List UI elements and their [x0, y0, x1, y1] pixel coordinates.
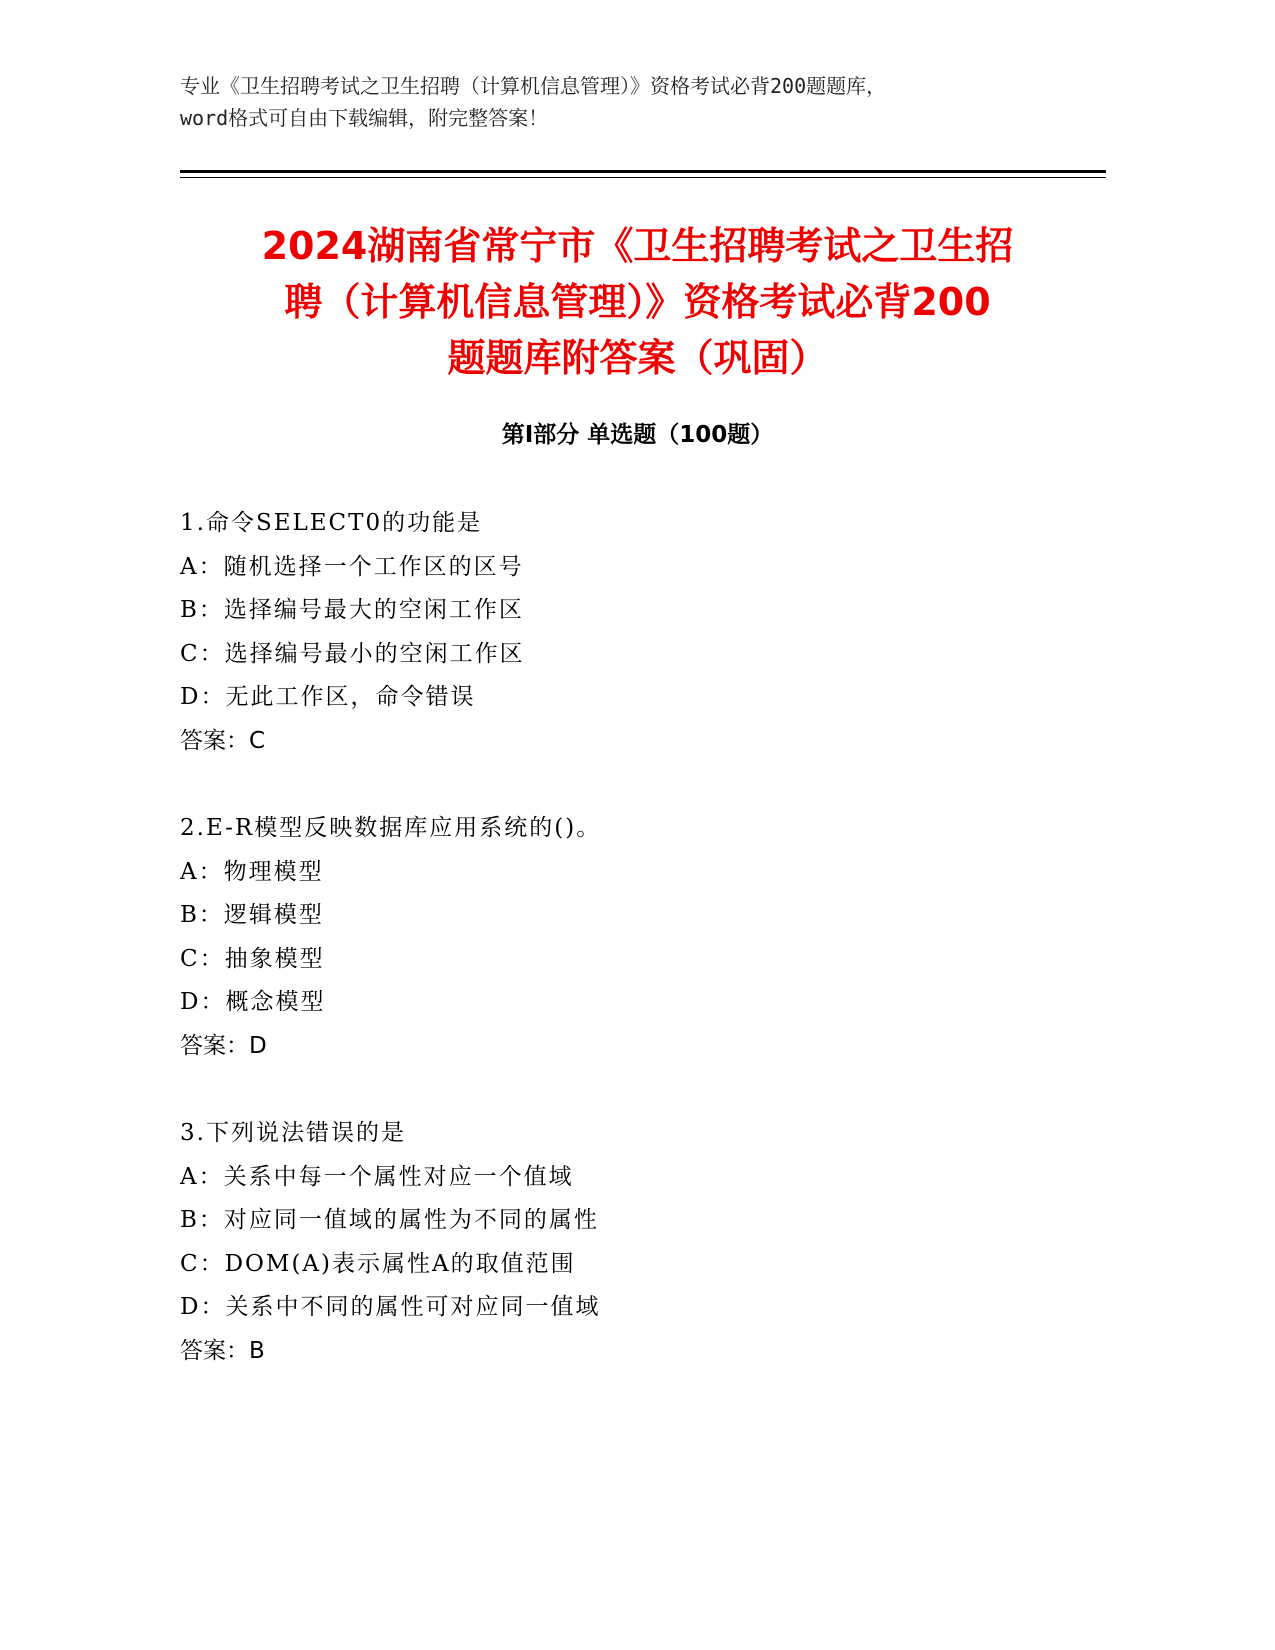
section-title: 第Ⅰ部分 单选题（100题） [501, 422, 774, 448]
header-note-line-2: word格式可自由下载编辑，附完整答案！ [180, 106, 549, 130]
question-list [180, 502, 1080, 1417]
option-d: D：关系中不同的属性可对应同一值域 [180, 1294, 601, 1320]
header-divider-thick [180, 170, 1106, 173]
option-a: A：随机选择一个工作区的区号 [180, 553, 524, 580]
option-d: D：无此工作区，命令错误 [180, 684, 476, 710]
question-stem: 1.命令SELECT0的功能是 [180, 510, 483, 536]
option-c: C：抽象模型 [180, 945, 325, 972]
option-b: B：逻辑模型 [180, 902, 324, 928]
header-note [180, 70, 1110, 134]
document-title-line-1: 2024湖南省常宁市《卫生招聘考试之卫生招 [261, 224, 1014, 268]
option-a: A：关系中每一个属性对应一个值域 [180, 1163, 574, 1190]
question-3 [180, 1112, 1080, 1373]
option-b: B：选择编号最大的空闲工作区 [180, 597, 524, 623]
document-title-line-3: 题题库附答案（巩固） [447, 336, 828, 380]
option-a: A：物理模型 [180, 858, 324, 885]
option-c: C：DOM(A)表示属性A的取值范围 [180, 1250, 576, 1277]
answer: 答案：D [180, 1032, 267, 1059]
header-note-line-1: 专业《卫生招聘考试之卫生招聘（计算机信息管理）》资格考试必背200题题库， [180, 74, 887, 98]
question-stem: 2.E-R模型反映数据库应用系统的()。 [180, 815, 602, 841]
question-1 [180, 502, 1080, 763]
option-c: C：选择编号最小的空闲工作区 [180, 640, 525, 667]
answer: 答案：C [180, 727, 266, 754]
header-divider-thin [180, 177, 1106, 178]
answer: 答案：B [180, 1337, 265, 1364]
document-title-line-2: 聘（计算机信息管理）》资格考试必背200 [284, 280, 991, 324]
question-2 [180, 807, 1080, 1068]
option-b: B：对应同一值域的属性为不同的属性 [180, 1207, 599, 1233]
option-d: D：概念模型 [180, 989, 326, 1015]
question-stem: 3.下列说法错误的是 [180, 1120, 406, 1146]
document-title [150, 218, 1125, 386]
